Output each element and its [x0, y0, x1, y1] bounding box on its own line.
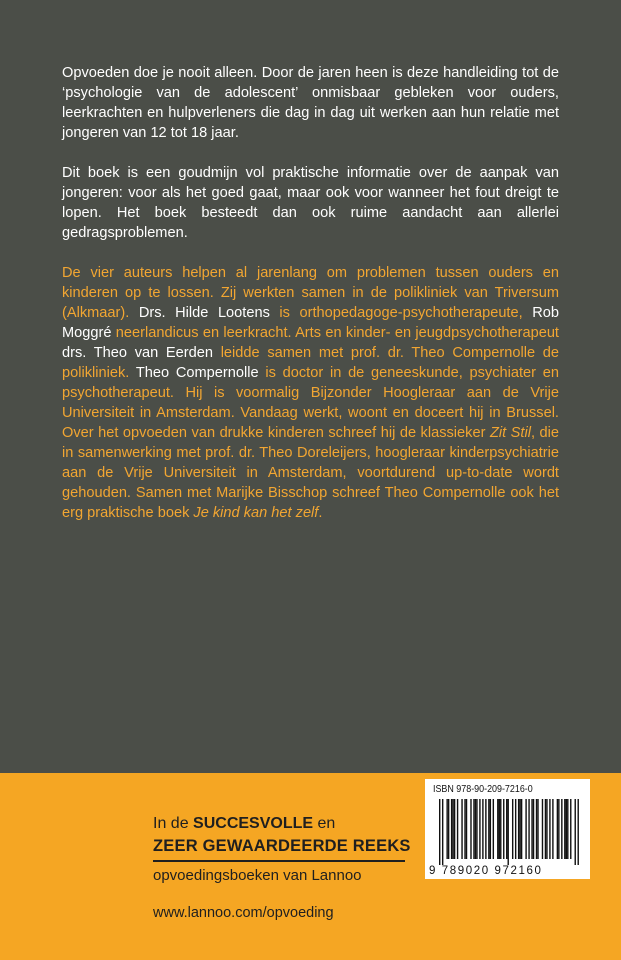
series-line-1	[153, 814, 413, 834]
barcode-bar	[575, 799, 576, 865]
barcode-bar	[497, 799, 498, 859]
book-title: Zit Stil	[489, 425, 531, 441]
divider	[153, 860, 405, 862]
barcode-bar	[567, 799, 568, 859]
bio-text: .	[318, 505, 323, 521]
bottom-band	[0, 773, 621, 960]
author-name: drs. Theo van Eerden	[62, 345, 213, 361]
bio-text: leidde samen met prof. dr. Theo Compernolle de polikliniek.	[62, 345, 559, 381]
barcode-bar	[461, 799, 462, 859]
barcode-bar	[503, 799, 504, 859]
barcode-bar	[536, 799, 537, 859]
barcode-bar	[493, 799, 494, 859]
bio-text: , die in samenwerking met prof. dr. Theo Doreleijers, hoogleraar kinderpsychiatrie aan de Vrije Universiteit in Amsterdam, voortdurend up-to-date wordt gehouden. Samen met Marijke Bisschop schreef Theo Compernolle ook het erg praktische boek	[62, 425, 559, 521]
author-name: Drs. Hilde Lootens	[138, 305, 270, 321]
barcode-bar	[439, 799, 440, 865]
barcode-bar	[549, 799, 550, 859]
barcode-bar	[537, 799, 538, 859]
barcode-bar	[500, 799, 501, 859]
barcode-bar	[448, 799, 449, 859]
barcode-bar	[451, 799, 452, 859]
barcode-bar	[533, 799, 534, 859]
bio-text: is orthopedagoge-psychotherapeute,	[269, 305, 533, 321]
barcode-digits: 9 789020 972160	[429, 865, 543, 877]
author-name: Theo Compernolle	[135, 365, 259, 381]
barcode-bar	[442, 799, 443, 865]
barcode-bar	[546, 799, 547, 859]
barcode-bar	[528, 799, 529, 859]
barcode-bar	[466, 799, 467, 859]
barcode-bar	[485, 799, 486, 859]
bio-text: De vier auteurs helpen al jarenlang om problemen tussen ouders en kinderen op te lossen. Zij werkten samen in de polikliniek van Triversum (Alkmaar).	[62, 265, 559, 321]
barcode-bar	[542, 799, 543, 859]
summary-paragraph: Dit boek is een goudmijn vol praktische informatie over de aanpak van jongeren: voor als het goed gaat, maar ook voor wanneer het fout dreigt te lopen. Het boek besteedt dan ook ruime aandacht aan allerlei gedragsproblemen.	[62, 165, 559, 241]
barcode-bar	[566, 799, 567, 859]
barcode-bar	[490, 799, 491, 859]
barcode-box	[425, 779, 590, 879]
barcode-bar	[531, 799, 532, 859]
intro-paragraph: Opvoeden doe je nooit alleen. Door de jaren heen is deze handleiding tot de ‘psychologie van de adolescent’ onmisbaar gebleken voor ouders, leerkrachten en hulpverleners die dag in dag uit werken aan hun relatie met jongeren van 12 tot 18 jaar.	[62, 65, 559, 141]
bio-text: neerlandicus en leerkracht. Arts en kinder- en jeugdpsychotherapeut	[111, 325, 559, 341]
barcode-bar	[570, 799, 571, 859]
barcode-bar	[457, 799, 458, 859]
series-suffix: en	[317, 815, 336, 832]
barcode-bar	[452, 799, 453, 859]
barcode-bar	[464, 799, 465, 859]
author-name: Rob Moggré	[62, 305, 559, 341]
publisher-url: www.lannoo.com/opvoeding	[153, 905, 334, 921]
barcode-bar	[525, 799, 526, 859]
barcode-bar	[552, 799, 553, 859]
barcode-bar	[578, 799, 579, 865]
barcode-bar	[475, 799, 476, 859]
barcode-bar	[470, 799, 471, 859]
barcode-bar	[519, 799, 520, 859]
barcode-bar	[521, 799, 522, 859]
series-line-2: ZEER GEWAARDEERDE REEKS	[153, 837, 411, 855]
barcode-bar	[564, 799, 565, 859]
barcode-bar	[473, 799, 474, 859]
barcode-bar	[561, 799, 562, 859]
barcode-bar	[479, 799, 480, 859]
series-highlight: SUCCESVOLLE	[193, 815, 314, 832]
barcode-icon	[439, 799, 579, 865]
isbn-label: ISBN 978-90-209-7216-0	[433, 783, 533, 795]
series-prefix: In de	[153, 815, 189, 832]
barcode-bar	[558, 799, 559, 859]
series-block	[153, 814, 413, 922]
barcode-bar	[545, 799, 546, 859]
series-line-3: opvoedingsboeken van Lannoo	[153, 867, 362, 884]
barcode-bar	[482, 799, 483, 859]
authors-paragraph	[62, 263, 559, 523]
bio-text: is doctor in de geneeskunde, psychiater en psychotherapeut. Hij is voormalig Bijzonder Hoogleraar aan de Vrije Universiteit in Amsterdam. Vandaag werkt, woont en doceert hij in Brussel. Over het opvoeden van drukke kinderen schreef hij de klassieker	[62, 365, 560, 441]
barcode-bar	[515, 799, 516, 859]
blurb	[62, 63, 559, 543]
book-title: Je kind kan het zelf	[193, 505, 319, 521]
barcode-bar	[518, 799, 519, 859]
barcode-bar	[476, 799, 477, 859]
barcode-bar	[499, 799, 500, 859]
barcode-bar	[454, 799, 455, 859]
barcode-bar	[512, 799, 513, 859]
barcode-bar	[557, 799, 558, 859]
barcode-bar	[506, 799, 507, 859]
barcode-bar	[488, 799, 489, 859]
barcode-bar	[446, 799, 447, 859]
barcode-bar	[508, 799, 509, 865]
